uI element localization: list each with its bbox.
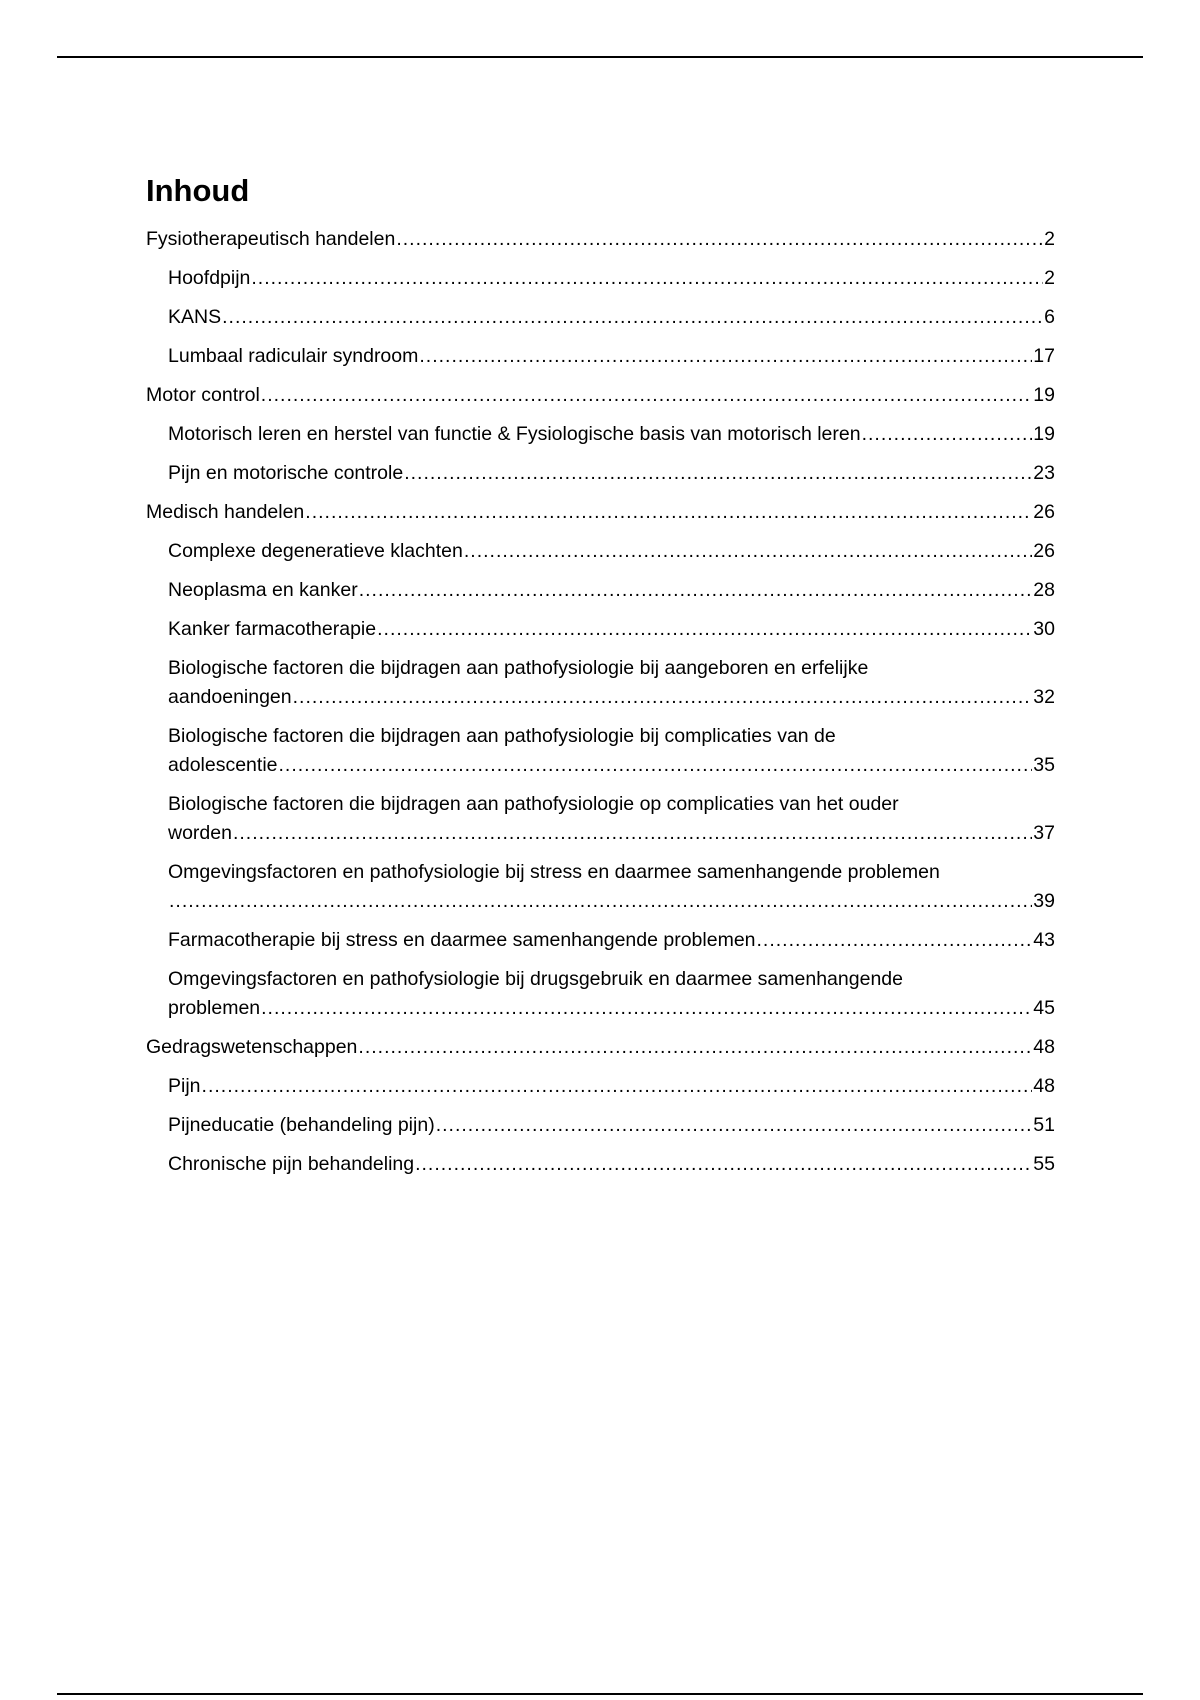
toc-entry-page: 48 bbox=[1033, 1075, 1055, 1097]
toc-entry-pijneducatie[interactable] bbox=[168, 1106, 1055, 1145]
dot-leader bbox=[233, 819, 1032, 848]
toc-entry-page: 39 bbox=[1033, 890, 1055, 912]
dot-leader bbox=[293, 683, 1033, 712]
header-rule bbox=[57, 56, 1143, 58]
toc-entry-page: 43 bbox=[1033, 929, 1055, 951]
toc-entry-page: 55 bbox=[1033, 1153, 1055, 1175]
toc-entry-complicaties-adolescentie[interactable] bbox=[168, 717, 1055, 785]
toc-entry-title: Kanker farmacotherapie bbox=[168, 618, 377, 640]
toc-entry-title: Motor control bbox=[146, 384, 260, 406]
toc-entry-neoplasma-en-kanker[interactable] bbox=[168, 571, 1055, 610]
toc-entry-omgevingsfactoren-drugsgebruik[interactable] bbox=[168, 960, 1055, 1028]
dot-leader bbox=[202, 1072, 1033, 1101]
toc-entry-title: Hoofdpijn bbox=[168, 267, 251, 289]
dot-leader bbox=[419, 342, 1032, 371]
dot-leader bbox=[359, 576, 1033, 605]
dot-leader bbox=[261, 994, 1032, 1023]
toc-entry-complicaties-ouder-worden[interactable] bbox=[168, 785, 1055, 853]
toc-entry-title: Fysiotherapeutisch handelen bbox=[146, 228, 396, 250]
dot-leader bbox=[436, 1111, 1033, 1140]
toc-entry-title-line1: Omgevingsfactoren en pathofysiologie bij drugsgebruik en daarmee samenhangende bbox=[168, 968, 903, 990]
toc-entry-page: 28 bbox=[1033, 579, 1055, 601]
table-of-contents bbox=[146, 168, 1055, 1184]
dot-leader bbox=[279, 751, 1033, 780]
toc-entry-title: Motorisch leren en herstel van functie & Fysiologische basis van motorisch leren bbox=[168, 423, 861, 445]
toc-list bbox=[146, 220, 1055, 1184]
toc-entry-page: 45 bbox=[1033, 997, 1055, 1019]
footer-rule bbox=[57, 1693, 1143, 1695]
toc-entry-title: Farmacotherapie bij stress en daarmee samenhangende problemen bbox=[168, 929, 756, 951]
toc-entry-title-line1: Biologische factoren die bijdragen aan pathofysiologie op complicaties van het ouder bbox=[168, 793, 899, 815]
dot-leader bbox=[261, 381, 1033, 410]
toc-entry-title: Neoplasma en kanker bbox=[168, 579, 358, 601]
toc-entry-title: Medisch handelen bbox=[146, 501, 305, 523]
toc-entry-page: 23 bbox=[1033, 462, 1055, 484]
toc-entry-title: Lumbaal radiculair syndroom bbox=[168, 345, 419, 367]
toc-entry-title-line1: Omgevingsfactoren en pathofysiologie bij stress en daarmee samenhangende problemen bbox=[168, 861, 940, 883]
toc-entry-gedragswetenschappen[interactable] bbox=[146, 1028, 1055, 1067]
toc-entry-page: 30 bbox=[1033, 618, 1055, 640]
toc-entry-farmacotherapie-stress[interactable] bbox=[168, 921, 1055, 960]
toc-entry-omgevingsfactoren-stress[interactable] bbox=[168, 853, 1055, 921]
toc-entry-title-line2: adolescentie bbox=[168, 754, 278, 776]
dot-leader bbox=[305, 498, 1032, 527]
toc-entry-motorisch-leren[interactable] bbox=[168, 415, 1055, 454]
dot-leader bbox=[251, 264, 1043, 293]
dot-leader bbox=[862, 420, 1033, 449]
toc-entry-complexe-degeneratieve-klachten[interactable] bbox=[168, 532, 1055, 571]
toc-entry-kans[interactable] bbox=[168, 298, 1055, 337]
dot-leader bbox=[377, 615, 1032, 644]
toc-entry-pijn-en-motorische-controle[interactable] bbox=[168, 454, 1055, 493]
dot-leader bbox=[404, 459, 1032, 488]
toc-entry-title: Pijn en motorische controle bbox=[168, 462, 404, 484]
dot-leader bbox=[464, 537, 1032, 566]
toc-entry-motor-control[interactable] bbox=[146, 376, 1055, 415]
toc-entry-pijn[interactable] bbox=[168, 1067, 1055, 1106]
toc-entry-title: Pijn bbox=[168, 1075, 201, 1097]
toc-entry-fysiotherapeutisch-handelen[interactable] bbox=[146, 220, 1055, 259]
dot-leader bbox=[396, 225, 1043, 254]
toc-entry-page: 19 bbox=[1033, 384, 1055, 406]
dot-leader bbox=[222, 303, 1043, 332]
toc-entry-title-line2: aandoeningen bbox=[168, 686, 292, 708]
dot-leader bbox=[169, 887, 1032, 916]
toc-entry-page: 17 bbox=[1033, 345, 1055, 367]
toc-entry-page: 6 bbox=[1044, 306, 1055, 328]
dot-leader bbox=[757, 926, 1033, 955]
toc-entry-title: Complexe degeneratieve klachten bbox=[168, 540, 463, 562]
toc-title: Inhoud bbox=[146, 173, 250, 208]
toc-entry-title-line1: Biologische factoren die bijdragen aan pathofysiologie bij aangeboren en erfelijke bbox=[168, 657, 869, 679]
toc-entry-page: 26 bbox=[1033, 540, 1055, 562]
toc-entry-title: Gedragswetenschappen bbox=[146, 1036, 358, 1058]
toc-entry-lumbaal-radiculair-syndroom[interactable] bbox=[168, 337, 1055, 376]
toc-entry-hoofdpijn[interactable] bbox=[168, 259, 1055, 298]
toc-entry-kanker-farmacotherapie[interactable] bbox=[168, 610, 1055, 649]
toc-entry-title: KANS bbox=[168, 306, 222, 328]
dot-leader bbox=[415, 1150, 1032, 1179]
toc-entry-medisch-handelen[interactable] bbox=[146, 493, 1055, 532]
toc-entry-aangeboren-en-erfelijke-aandoeningen[interactable] bbox=[168, 649, 1055, 717]
toc-entry-page: 35 bbox=[1033, 754, 1055, 776]
toc-entry-page: 2 bbox=[1044, 228, 1055, 250]
toc-entry-page: 37 bbox=[1033, 822, 1055, 844]
toc-entry-title-line2: problemen bbox=[168, 997, 261, 1019]
toc-entry-title: Chronische pijn behandeling bbox=[168, 1153, 415, 1175]
toc-entry-page: 26 bbox=[1033, 501, 1055, 523]
toc-entry-page: 48 bbox=[1033, 1036, 1055, 1058]
toc-entry-page: 19 bbox=[1033, 423, 1055, 445]
toc-entry-page: 51 bbox=[1033, 1114, 1055, 1136]
dot-leader bbox=[358, 1033, 1032, 1062]
toc-entry-page: 2 bbox=[1044, 267, 1055, 289]
toc-entry-title: Pijneducatie (behandeling pijn) bbox=[168, 1114, 435, 1136]
toc-entry-title-line1: Biologische factoren die bijdragen aan pathofysiologie bij complicaties van de bbox=[168, 725, 836, 747]
toc-entry-page: 32 bbox=[1033, 686, 1055, 708]
toc-entry-chronische-pijn-behandeling[interactable] bbox=[168, 1145, 1055, 1184]
toc-entry-title-line2: worden bbox=[168, 822, 232, 844]
